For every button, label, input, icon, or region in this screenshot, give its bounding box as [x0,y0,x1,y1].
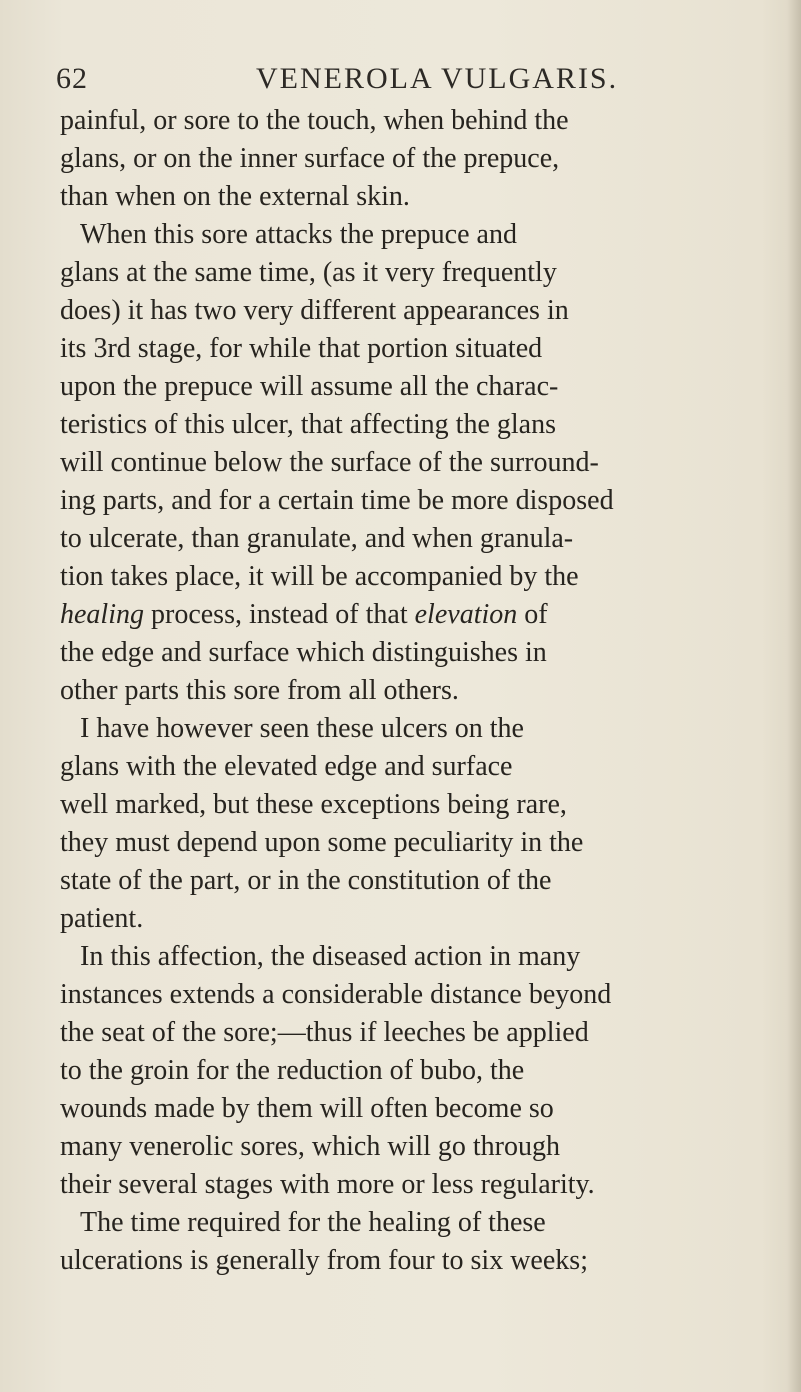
text-line: other parts this sore from all others. [60,675,459,706]
text-line: state of the part, or in the constitution of the [60,865,552,896]
text-line: wounds made by them will often become so [60,1093,554,1124]
body-text [60,102,760,1280]
page-number: 62 [56,62,88,95]
text-line: tion takes place, it will be accompanied by the [60,561,579,592]
text-line: their several stages with more or less regularity. [60,1169,595,1200]
page-header [56,62,656,102]
text-line: patient. [60,903,144,934]
text-line: well marked, but these exceptions being rare, [60,789,567,820]
text-line: I have however seen these ulcers on the [80,713,524,744]
text-line: ulcerations is generally from four to six weeks; [60,1245,588,1276]
text-line: When this sore attacks the prepuce and [80,219,517,250]
text-line: glans, or on the inner surface of the prepuce, [60,143,560,174]
text-line-with-italics: healing process, instead of that elevation of [60,599,548,630]
running-head: VENEROLA VULGARIS. [256,62,619,95]
text-line: painful, or sore to the touch, when behind the [60,105,569,136]
text-line: many venerolic sores, which will go through [60,1131,561,1162]
text-line: ing parts, and for a certain time be more disposed [60,485,614,516]
text-line: will continue below the surface of the surround- [60,447,599,478]
text-line: teristics of this ulcer, that affecting the glans [60,409,556,440]
page-edge-shadow [787,0,801,1392]
text-line: does) it has two very different appearances in [60,295,569,326]
text-line: to the groin for the reduction of bubo, the [60,1055,525,1086]
text-line: In this affection, the diseased action in many [80,941,581,972]
text-line: The time required for the healing of these [80,1207,546,1238]
text-line: to ulcerate, than granulate, and when granula- [60,523,574,554]
text-line: they must depend upon some peculiarity in the [60,827,584,858]
text-line: glans with the elevated edge and surface [60,751,513,782]
text-line: glans at the same time, (as it very frequently [60,257,557,288]
italic-word: healing [60,599,144,630]
text-line: upon the prepuce will assume all the charac- [60,371,559,402]
text-line: its 3rd stage, for while that portion situated [60,333,543,364]
text-line: than when on the external skin. [60,181,410,212]
text-line: instances extends a considerable distance beyond [60,979,612,1010]
text-line: the seat of the sore;—thus if leeches be applied [60,1017,589,1048]
italic-word: elevation [414,599,518,630]
text-line: the edge and surface which distinguishes in [60,637,547,668]
